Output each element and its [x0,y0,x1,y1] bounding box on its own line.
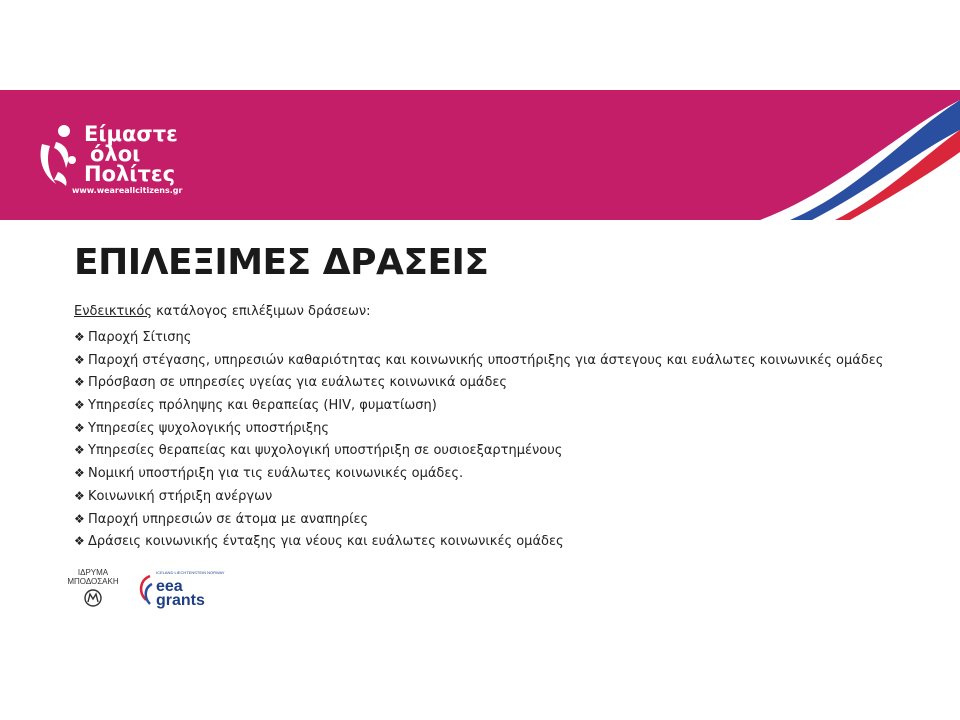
bodossaki-line-2: ΜΠΟΔΟΣΑΚΗ [67,577,119,586]
eea-wordmark [156,580,205,608]
diamond-bullet-icon: ❖ [74,352,85,367]
bodossaki-emblem-icon [84,589,102,607]
diamond-bullet-icon: ❖ [74,511,85,526]
list-item [74,510,934,533]
list-item [74,487,934,510]
intro-underlined: Ενδεικτικός [74,304,152,319]
list-item-text: Παροχή Σίτισης [88,330,192,345]
actions-list [74,328,934,555]
bodossaki-line-1: ΙΔΡΥΜΑ [77,568,109,577]
people-logo-icon [36,124,80,188]
eea-swoosh-icon [136,574,154,610]
page-title: ΕΠΙΛΕΞΙΜΕΣ ΔΡΑΣΕΙΣ [74,242,489,283]
list-item [74,419,934,442]
list-item [74,532,934,555]
eea-line-2: grants [156,592,205,609]
list-item-text: Υπηρεσίες θεραπείας και ψυχολογική υποστήριξη σε ουσιοεξαρτημένους [88,443,563,459]
diamond-bullet-icon: ❖ [74,375,85,390]
list-item-text: Παροχή υπηρεσιών σε άτομα με αναπηρίες [88,511,369,527]
list-item [74,396,934,419]
list-item-text: Παροχή στέγασης, υπηρεσιών καθαριότητας και κοινωνικής υποστήριξης για άστεγους και ευάλωτες κοινωνικές ομάδες [88,352,884,368]
intro-line [74,304,934,322]
list-item-text: Υπηρεσίες πρόληψης και θεραπείας (HIV, φυματίωση) [88,398,437,414]
list-item [74,351,934,374]
logo-line-1: Είμαστε [84,122,178,146]
content-body [74,304,934,555]
diamond-bullet-icon: ❖ [74,398,85,413]
eea-countries: ICELAND LIECHTENSTEIN NORWAY [156,570,225,575]
logo-line-2: όλοι [90,142,141,166]
intro-rest: κατάλογος επιλέξιμων δράσεων: [152,304,371,319]
diamond-bullet-icon: ❖ [74,534,85,549]
list-item [74,464,934,487]
diamond-bullet-icon: ❖ [74,330,85,344]
logo-line-3: Πολίτες [84,162,176,186]
list-item-text: Πρόσβαση σε υπηρεσίες υγείας για ευάλωτες κοινωνικά ομάδες [88,375,508,391]
logo-url: www.weareallcitizens.gr [72,186,183,195]
diamond-bullet-icon: ❖ [74,420,85,435]
list-item [74,441,934,464]
organization-logo [36,120,236,200]
sponsor-logos [62,568,232,618]
list-item-text: Νομική υποστήριξη για τις ευάλωτες κοινωνικές ομάδες. [88,466,464,482]
list-item [74,328,934,351]
list-item-text: Δράσεις κοινωνικής ένταξης για νέους και ευάλωτες κοινωνικές ομάδες [88,534,564,550]
logo-wordmark [84,124,178,184]
list-item-text: Κοινωνική στήριξη ανέργων [88,488,273,504]
list-item-text: Υπηρεσίες ψυχολογικής υποστήριξης [88,420,330,436]
eea-grants-logo [136,568,226,618]
diamond-bullet-icon: ❖ [74,488,85,503]
bodossaki-logo [62,568,124,607]
diamond-bullet-icon: ❖ [74,443,85,458]
diamond-bullet-icon: ❖ [74,466,85,481]
list-item [74,373,934,396]
eea-line-1: eea [156,578,183,595]
